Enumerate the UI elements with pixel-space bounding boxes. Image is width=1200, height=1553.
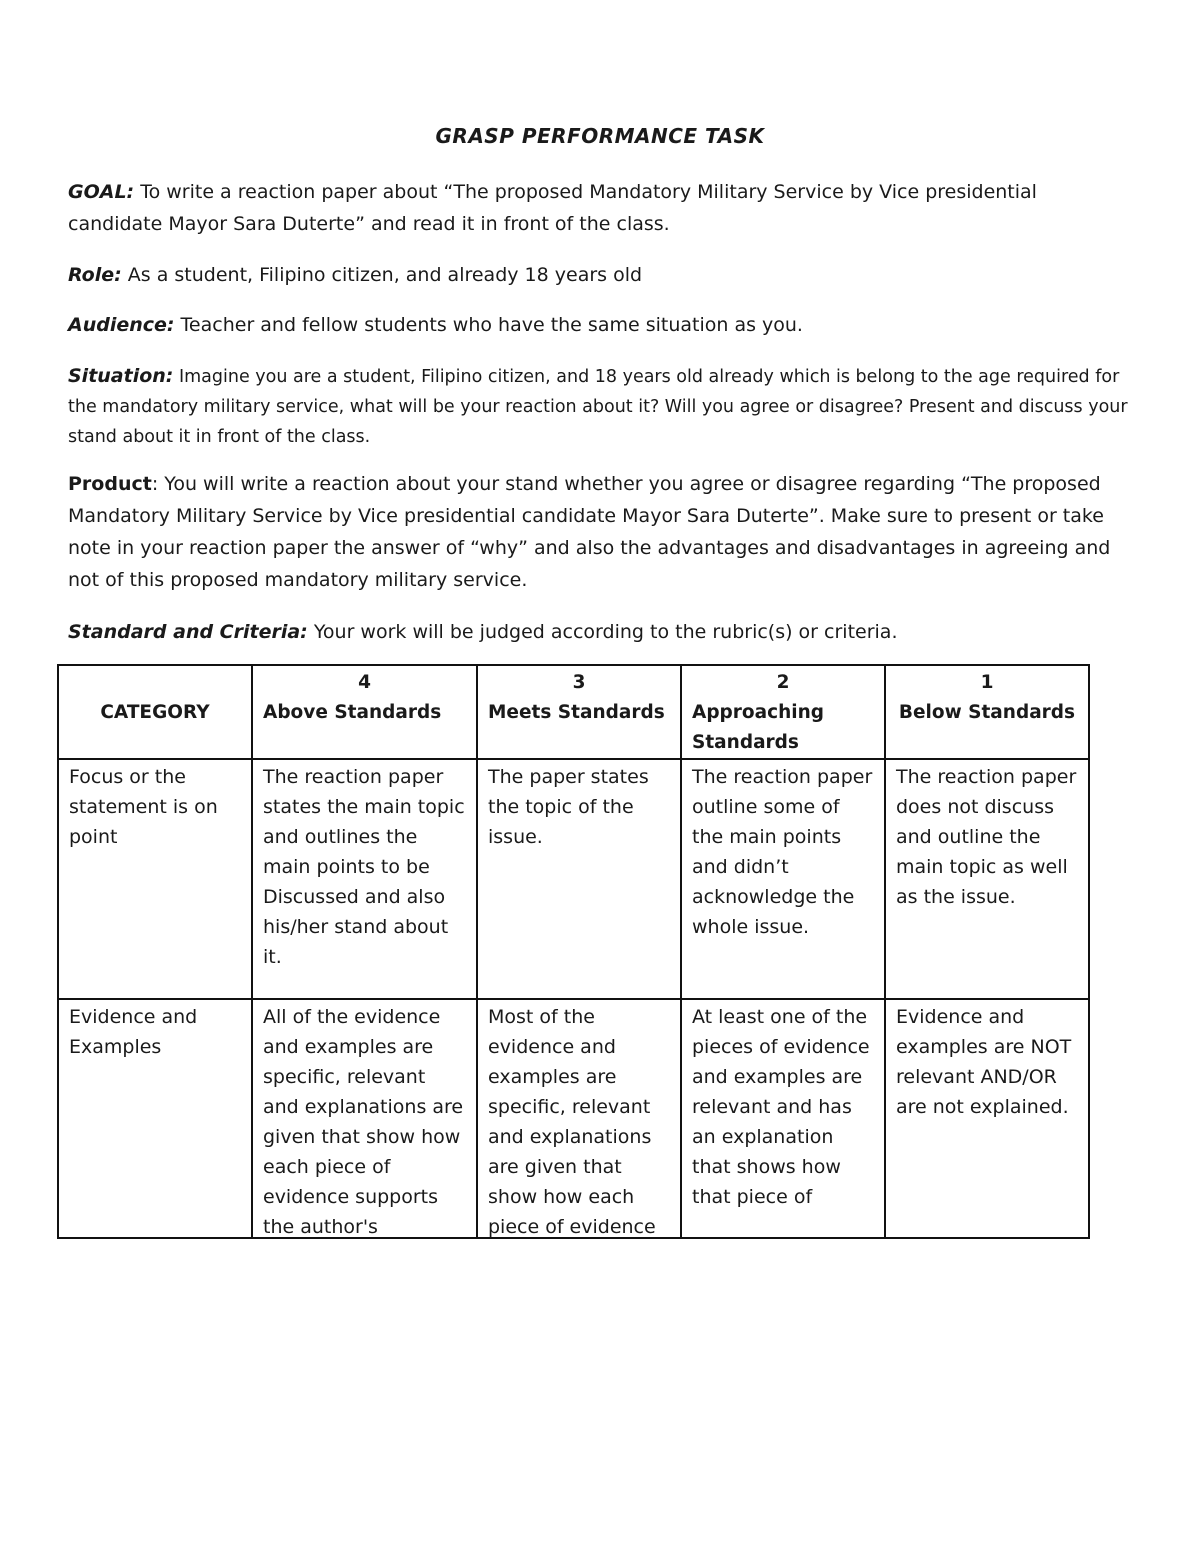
row-cell: The paper states the topic of the issue. (477, 759, 681, 999)
level-number: 2 (776, 672, 790, 693)
row-category: Evidence and Examples (69, 1006, 198, 1058)
row-cell: The reaction paper does not discuss and outline the main topic as well as the issue. (885, 759, 1089, 999)
level-number: 3 (572, 672, 586, 693)
audience-text: Teacher and fellow students who have the same situation as you. (174, 314, 803, 336)
situation-text: Imagine you are a student, Filipino citizen, and 18 years old already which is belong to the age required for the mandatory military service, what will be your reaction about it? Will you agree or disagree? Present and discuss your stand about it in front of the class. (68, 367, 1128, 447)
header-level-2 (681, 665, 885, 759)
level-number: 1 (980, 672, 994, 693)
role-text: As a student, Filipino citizen, and already 18 years old (121, 264, 643, 286)
header-level-1 (885, 665, 1089, 759)
standard-text: Your work will be judged according to the rubric(s) or criteria. (307, 621, 898, 643)
audience-label: Audience: (68, 314, 175, 336)
row-category: Focus or the statement is on point (58, 759, 252, 999)
header-level-4 (252, 665, 477, 759)
page-title: GRASP PERFORMANCE TASK (435, 124, 765, 148)
row-cell: The reaction paper outline some of the main points and didn’t acknowledge the whole issue. (681, 759, 885, 999)
situation-paragraph (68, 361, 1128, 452)
row-cell: The reaction paper states the main topic and outlines the main points to be Discussed and also his/her stand about it. (252, 759, 477, 999)
standard-paragraph (68, 616, 1128, 648)
goal-label: GOAL: (68, 181, 135, 203)
row-category-cell (58, 999, 252, 1238)
goal-paragraph (68, 176, 1128, 240)
audience-paragraph (68, 309, 1128, 341)
row-cell: All of the evidence and examples are specific, relevant and explanations are given that show how each piece of evidence supports the author's (263, 1006, 464, 1237)
product-paragraph (68, 468, 1128, 596)
level-name: Approaching Standards (692, 702, 825, 753)
level-name: Above Standards (263, 702, 442, 723)
product-label: Product (68, 473, 152, 495)
role-paragraph (68, 259, 1128, 291)
row-cell-wrap (885, 999, 1089, 1238)
situation-label: Situation: (68, 365, 174, 387)
table-row (58, 759, 1089, 999)
row-cell-wrap (252, 999, 477, 1238)
level-name: Below Standards (898, 702, 1076, 723)
role-label: Role: (68, 264, 122, 286)
row-cell-wrap (681, 999, 885, 1238)
standard-label: Standard and Criteria: (68, 621, 308, 643)
table-row (58, 999, 1089, 1238)
level-name: Meets Standards (488, 702, 665, 723)
level-number: 4 (358, 672, 371, 693)
goal-text: To write a reaction paper about “The proposed Mandatory Military Service by Vice presidential candidate Mayor Sara Duterte” and read it in front of the class. (68, 181, 1037, 235)
row-cell: Evidence and examples are NOT relevant AND/OR are not explained. (896, 1006, 1072, 1118)
header-category: CATEGORY (58, 665, 252, 759)
rubric-table (57, 664, 1090, 1239)
row-cell-wrap (477, 999, 681, 1238)
product-text: : You will write a reaction about your stand whether you agree or disagree regarding “The proposed Mandatory Military Service by Vice presidential candidate Mayor Sara Duterte”. Make sure to present or take note in your reaction paper the answer of “why” and also the advantages and disadvantages in agreeing and not of this proposed mandatory military service. (68, 473, 1111, 591)
row-cell: Most of the evidence and examples are specific, relevant and explanations are given that show how each piece of evidence (488, 1006, 656, 1237)
row-cell: At least one of the pieces of evidence and examples are relevant and has an explanation that shows how that piece of (692, 1006, 870, 1208)
header-level-3 (477, 665, 681, 759)
rubric-header-row (58, 665, 1089, 759)
